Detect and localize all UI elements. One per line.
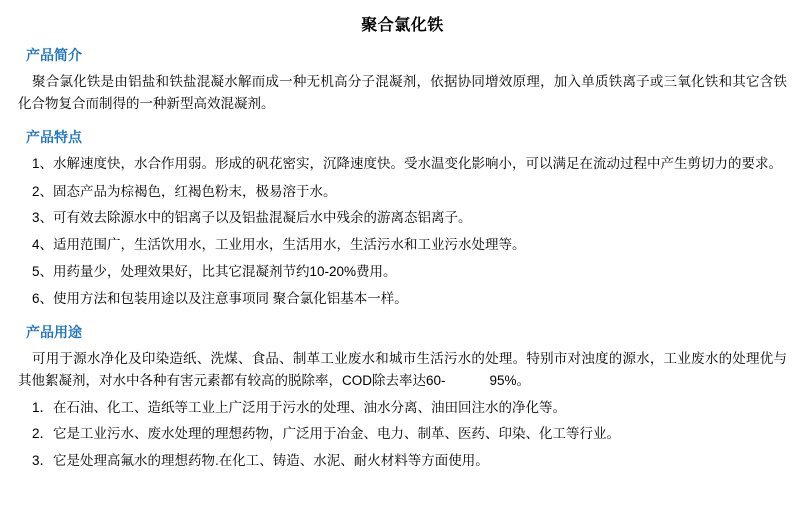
list-item: 2．它是工业污水、废水处理的理想药物，广泛用于冶金、电力、制革、医药、印染、化工等行业。 — [32, 426, 621, 442]
usage-intro-paragraph — [18, 348, 787, 392]
section-heading-features: 产品特点 — [26, 128, 82, 145]
list-item: 5、用药量少，处理效果好，比其它混凝剂节约10-20%费用。 — [32, 264, 397, 280]
list-item: 1、水解速度快，水合作用弱。形成的矾花密实，沉降速度快。受水温变化影响小，可以满足在流动过程中产生剪切力的要求。 — [32, 155, 783, 171]
section-product-usage — [18, 322, 787, 472]
section-heading-intro: 产品简介 — [26, 47, 82, 63]
list-item: 3．它是处理高氟水的理想药物.在化工、铸造、水泥、耐火材料等方面使用。 — [32, 453, 489, 469]
usage-intro-part2: 95%。 — [489, 372, 531, 388]
section-heading-usage: 产品用途 — [26, 323, 82, 340]
list-item: 4、适用范围广，生活饮用水，工业用水，生活用水，生活污水和工业污水处理等。 — [32, 237, 526, 253]
page-title: 聚合氯化铁 — [361, 17, 444, 34]
list-item: 1．在石油、化工、造纸等工业上广泛用于污水的处理、油水分离、油田回注水的净化等。 — [32, 399, 567, 415]
list-item: 2、固态产品为棕褐色，红褐色粉末，极易溶于水。 — [32, 183, 337, 199]
section-product-intro — [18, 45, 787, 115]
list-item: 6、使用方法和包装用途以及注意事项同 聚合氯化铝基本一样。 — [32, 291, 408, 307]
intro-paragraph: 聚合氯化铁是由铝盐和铁盐混凝水解而成一种无机高分子混凝剂，依据协同增效原理，加入单质铁离子或三氧化铁和其它含铁化合物复合而制得的一种新型高效混凝剂。 — [18, 74, 787, 111]
section-product-features — [18, 127, 787, 310]
list-item: 3、可有效去除源水中的铝离子以及铝盐混凝后水中残余的游离态铝离子。 — [32, 210, 472, 226]
usage-intro-part1: 可用于源水净化及印染造纸、洗煤、食品、制革工业废水和城市生活污水的处理。特别市对浊度的源水，工业废水的处理优与其他絮凝剂，对水中各种有害元素都有较高的脱除率，COD除去率达60- — [18, 350, 787, 388]
